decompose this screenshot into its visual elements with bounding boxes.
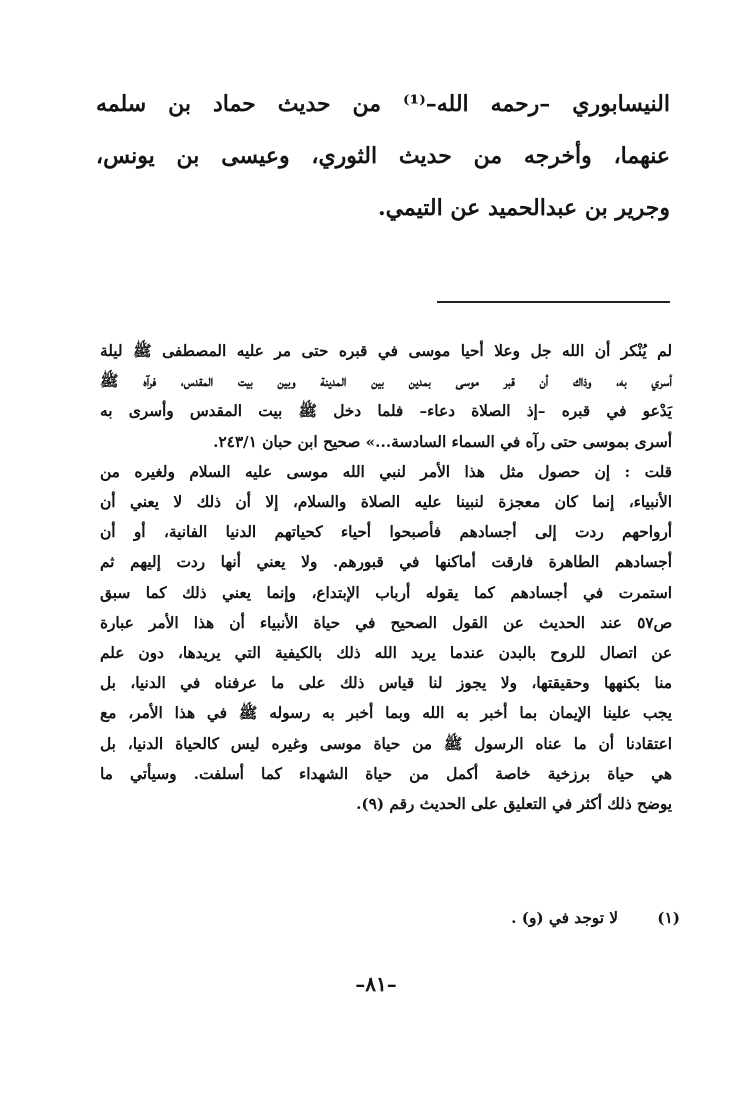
footnote-marker: (١) (657, 909, 680, 927)
main-text-line: وجرير بن عبدالحميد عن التيمي. (377, 195, 670, 221)
footnote-line: أرواحهم ردت إلى أجسادهم فأصبحوا أحياء كحياتهم الدنيا الفانية، أو أن (100, 523, 672, 542)
footnote-line: قلت : إن حصول مثل هذا الأمر لنبي الله موسى عليه السلام ولغيره من (100, 462, 672, 481)
footnote-line: يوضح ذلك أكثر في التعليق على الحديث رقم (٩). (356, 795, 672, 814)
footnote-line: عن اتصال للروح بالبدن عندما يريد الله ذلك بالكيفية التي يريدها، دون علم (100, 644, 672, 663)
footnote-text: لا توجد في (و) . (511, 909, 618, 927)
main-text-block (96, 78, 670, 234)
footnote-line: استمرت في أجسادهم كما يقوله أرباب الإبتداع، وإنما يعني ذلك كما سبق (100, 583, 672, 602)
main-text-line: عنهما، وأخرجه من حديث الثوري، وعيسى بن يونس، (96, 143, 670, 169)
footnote-line: أسرى بموسى حتى رآه في السماء السادسة...» صحيح ابن حبان ٢٤٣/١. (213, 432, 672, 451)
main-text-line: النيسابوري –رحمه الله–⁽¹⁾ من حديث حماد بن سلمه (96, 91, 670, 117)
footnote-line: يَدْعو في قبره –إذ الصلاة دعاء– فلما دخل ﷺ بيت المقدس وأسرى به (100, 402, 672, 421)
footnote-separator (437, 301, 670, 303)
footnote-line: أجسادهم الطاهرة فارقت أماكنها في قبورهم. ولا يعني أنها ردت إليهم ثم (100, 553, 672, 572)
footnote-line: يجب علينا الإيمان بما أخبر به الله وبما أخبر به رسوله ﷺ في هذا الأمر، مع (100, 704, 672, 723)
footnote-line: أسري به، وذاك أن قبر موسى بمدين بين المدينة وبين بيت المقدس، فرآه ﷺ (100, 372, 672, 391)
footnote-line: لم يُنْكر أن الله جل وعلا أحيا موسى في قبره حتى مر عليه المصطفى ﷺ ليلة (100, 342, 672, 360)
footnote-line: الأنبياء، إنما كان معجزة لنبينا عليه الصلاة والسلام، إلا أن ذلك لا يعني أن (100, 493, 672, 512)
page-number: –٨١– (355, 972, 397, 996)
footnote-block (100, 336, 672, 819)
footnote-line: هي حياة برزخية خاصة أكمل من حياة الشهداء كما أسلفت. وسيأتي ما (100, 764, 672, 783)
footnote-line: منا بكنهها وحقيقتها، ولا يجوز لنا قياس ذلك على ما عرفناه في الدنيا، بل (100, 674, 672, 693)
footnote-line: ص٥٧ عند الحديث عن القول الصحيح في حياة الأنبياء أن هذا الأمر عبارة (100, 613, 672, 632)
footnote-line: اعتقادنا أن ما عناه الرسول ﷺ من حياة موسى وغيره ليس كالحياة الدنيا، بل (100, 734, 672, 753)
